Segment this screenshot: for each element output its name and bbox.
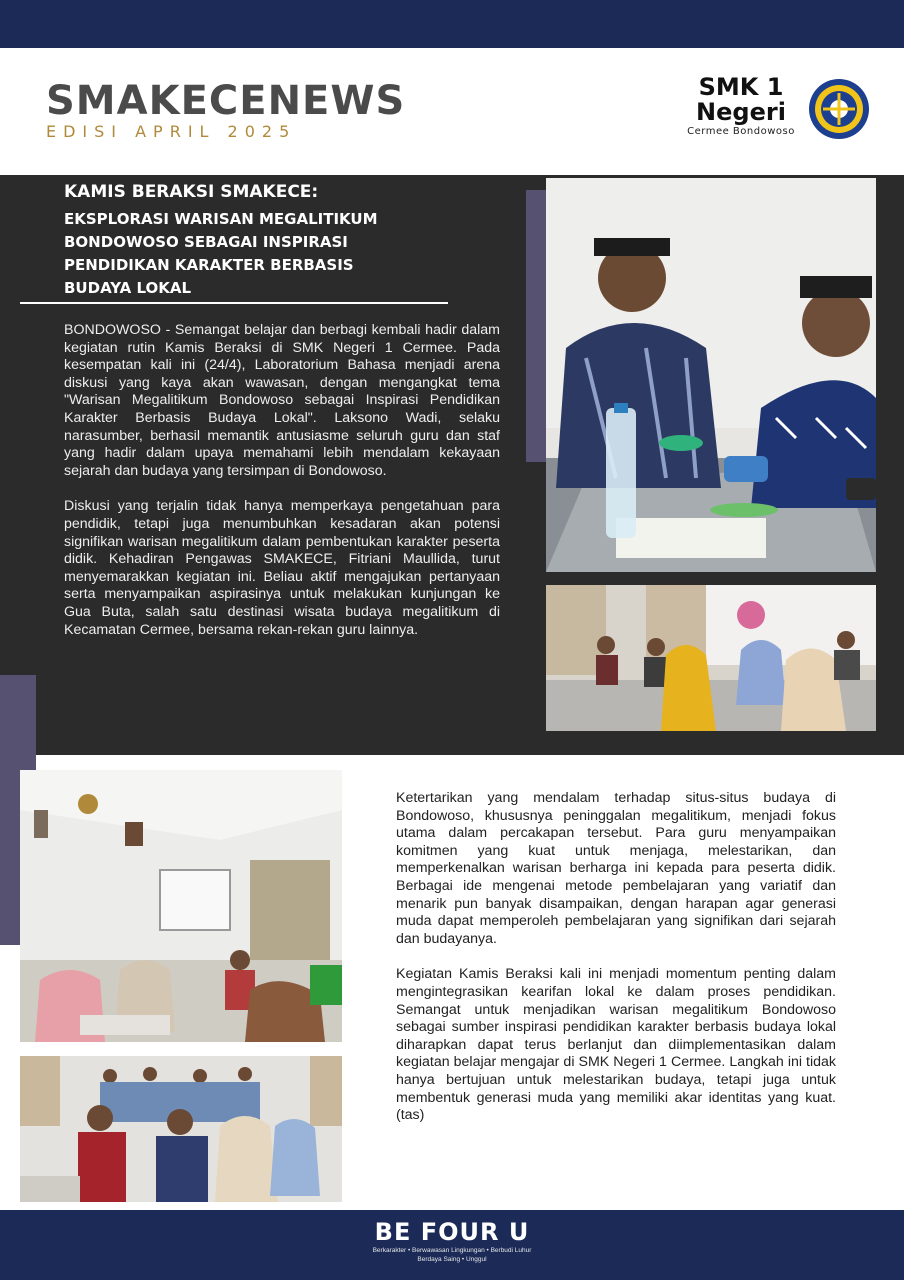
accent-bar-middle [526,190,546,462]
headline-kicker: KAMIS BERAKSI SMAKECE: [64,182,319,202]
headline-line: EKSPLORASI WARISAN MEGALITIKUM [64,210,378,228]
article-paragraph: Ketertarikan yang mendalam terhadap situs-situs budaya di Bondowoso, khususnya peninggalan megalitikum, menjadi fokus utama dalam percakapan tersebut. Para guru menyampaikan komitmen yang kuat untuk menjaga, melestarikan, dan memperkenalkan warisan berharga ini kepada para peserta didik. Berbagai ide mengenai metode pembelajaran yang variatif dan menarik pun banyak disampaikan, dengan harapan agar generasi muda dapat memperoleh pembelajaran yang signifikan dari sejarah dan budayanya. [396,790,836,947]
masthead [46,78,405,141]
logo-line-2: Negeri [696,98,786,126]
footer-slogan [0,1218,904,1264]
school-logo [676,74,806,137]
logo-line-3: Cermee Bondowoso [687,126,795,137]
article-headline [64,180,504,300]
photo-group [20,1056,342,1202]
photo-audience [546,585,876,731]
headline-divider [20,302,448,304]
headline-line: BONDOWOSO SEBAGAI INSPIRASI [64,233,348,251]
article-paragraph: Diskusi yang terjalin tidak hanya memperkaya pengetahuan para pendidik, tetapi juga menumbuhkan kesadaran akan potensi signifikan warisan megalitikum dalam pembentukan karakter peserta didik. Kehadiran Pengawas SMAKECE, Fitriani Maullida, turut menyemarakkan kegiatan ini. Beliau aktif mengajukan pertanyaan serta menyampaikan aspirasinya untuk melakukan kunjungan ke Gua Buta, salah satu destinasi wisata budaya megalitikum di Kecamatan Cermee, bersama rekan-rekan guru lainnya. [64,498,500,638]
article-paragraph: Kegiatan Kamis Beraksi kali ini menjadi momentum penting dalam mengintegrasikan kearifan lokal ke dalam proses pendidikan. Semangat untuk menjadikan warisan megalitikum Bondowoso sebagai sumber inspirasi pendidikan karakter berbasis budaya lokal diharapkan dapat terus berlanjut dan diimplementasikan dalam kegiatan belajar mengajar di SMK Negeri 1 Cermee. Langkah ini tidak hanya bertujuan untuk melestarikan budaya, tetapi juga untuk membentuk generasi muda yang memiliki akar identitas yang kuat. (tas) [396,966,836,1124]
slogan-title: BE FOUR U [374,1218,530,1246]
article-body-column-2 [396,790,836,1143]
article-paragraph: BONDOWOSO - Semangat belajar dan berbagi kembali hadir dalam kegiatan rutin Kamis Beraksi di SMK Negeri 1 Cermee. Pada kesempatan kali ini (24/4), Laboratorium Bahasa menjadi arena diskusi yang kaya akan wawasan, dengan mengangkat tema "Warisan Megalitikum Bondowoso sebagai Inspirasi Pendidikan Karakter Berbasis Budaya Lokal". Laksono Wadi, selaku narasumber, berhasil memantik antusiasme seluruh guru dan staf yang hadir dalam upaya memahami lebih mendalam kekayaan sejarah dan budaya yang tersimpan di Bondowoso. [64,322,500,479]
edition-label: EDISI APRIL 2025 [46,122,297,141]
newsletter-title: SMAKECENEWS [46,78,406,124]
school-emblem-icon [808,78,870,140]
logo-line-1: SMK 1 [698,73,784,101]
slogan-tagline: Berdaya Saing • Unggul [417,1256,487,1263]
headline-line: BUDAYA LOKAL [64,279,192,297]
article-body-column-1 [64,322,500,657]
headline-line: PENDIDIKAN KARAKTER BERBASIS [64,256,354,274]
top-banner [0,0,904,48]
photo-lab-room [20,770,342,1042]
slogan-tagline: Berkarakter • Berwawasan Lingkungan • Berbudi Luhur [372,1247,532,1254]
photo-speaker [546,178,876,572]
